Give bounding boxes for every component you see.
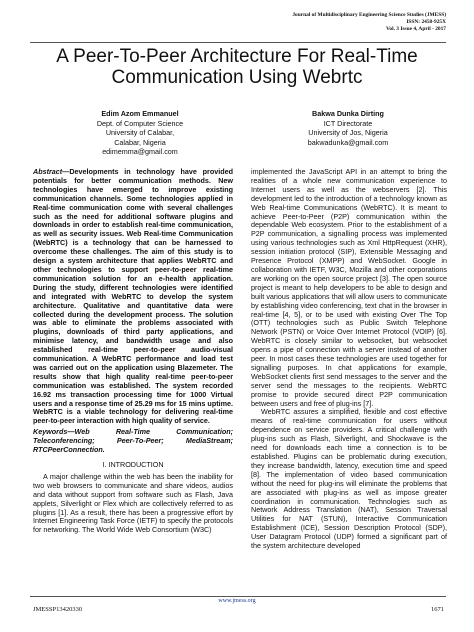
right-column	[251, 168, 447, 551]
abstract-label: Abstract	[33, 167, 63, 176]
author-dept: ICT Directorate	[323, 118, 373, 128]
journal-name: Journal of Multidisciplinary Engineering Science Studies (JMESS)	[292, 12, 446, 18]
author-email: bakwadunka@gmail.com	[307, 137, 389, 147]
journal-header	[146, 12, 446, 33]
author-email: edimemma@gmail.com	[102, 147, 178, 156]
footer-page-number: 1671	[431, 606, 444, 613]
footer-rule	[30, 596, 446, 597]
title-line-2: Communication Using Webrtc	[111, 67, 363, 88]
keywords: Keywords—Web Real-Time Communication; Teleconferencing; Peer-To-Peer; MediaStream; RTCPeerConnection.	[33, 427, 233, 455]
journal-volume: Vol. 3 Issue 4, April - 2017	[385, 26, 446, 32]
body-paragraph-1: implemented the JavaScript API in an attempt to bring the realities of a whole new communication experience to Internet users as well as the webservers [2]. This development led to the introduction of a technology known as Web Real-time Communications (WebRTC). It is meant to achieve Peer-to-Peer (P2P) communication within the dependable Web ecosystem. Prior to the establishment of a P2P communication, a signalling process was implemented using various technologies such as Xml HttpRequest (XHR), session initiation protocol (SIP), Extensible Messaging and Presence Protocol (XMPP) and WebSocket. Google in collaboration with IETF, W3C, Mozilla and other corporations are working on the open source project [3]. The open source project is meant to help developers to be able to design and built various applications that will allow users to communicate by establishing video conferencing, text chat in the browser in real-time [4, 5], or to be used with existing Over The Top (OTT) technologies such as Public Switch Telephone Network (PSTN) or Voice Over Internet Protocol (VOIP) [6]. WebRTC is closely similar to websocket, but websocket opens a pipe of connection with a server instead of another peer. In most cases these technologies are used together for signalling purposes. In chat applications for example, WebSocket clients first send messages to the server and the server send the messages to the recipients. WebRTC promise to provide secured direct P2P communication between users and free of plug-ins [7].	[251, 167, 447, 408]
footer-url-link[interactable]: www.jmess.org	[218, 598, 256, 604]
introduction-text: A major challenge within the web has been the inability for two web browsers to communicate and share videos, audios and data without support from software such as Flash, Java applets, Silverlight or Flex which are collectively referred to as plugins [1]. As a result, there has been a progressive effort by Internet Engineering Task Force (IETF) to specify the protocols for networking. The World Wide Web Consortium (W3C)	[33, 471, 233, 535]
author-name: Bakwa Dunka Dirting	[312, 109, 384, 118]
author-location: Calabar, Nigeria	[114, 137, 166, 147]
left-column	[33, 168, 233, 535]
body-paragraph-2: WebRTC assures a simplified, flexible and cost effective means of real-time communication for users without dependence on service providers. A critical challenge with plug-ins such as Flash, Silverlight, and Shockwave is the need for downloads each time a connection is to be established. Plugins can be problematic during execution, they increase bandwidth, latency, execution time and speed [8]. The implementation of video based communication without the need for plug-ins will eliminate the problems that are associated with plug-ins as well as impose greater coordination in communication. Technologies such as Network Address Translation (NAT), Session Traversal Utilities for NAT (STUN), Interactive Communication Establishment (ICE), Session Description Protocol (SDP), User Datagram Protocol (UDP) formed a significant part of the system architecture developed	[251, 407, 447, 551]
author-name: Edim Azom Emmanuel	[101, 109, 179, 118]
abstract-text: —Developments in technology have provided potentials for better communication methods. New technologies have emerged to improve existing communication channels. Some technologies applied in Real-time communication come with several challenges such as the need for additional software plugins and downloads in order to establish real-time communication, as well as security issues. Web Real-time Communication (WebRTC) is a technology that can be harnessed to overcome these challenges. The aim of this study is to design a system architecture that applies WebRTC and other technologies to support peer-to-peer real-time communication solution for an e-health application. During the study, different technologies were identified and integrated with WebRTC to develop the system architecture. Qualitative and quantitative data were collected during the development process. The solution was able to eliminate the problems associated with plugins, downloads of third party applications, and minimise latency, and bandwidth usage and also established real-time peer-to-peer audio-visual communication. A WebRTC performance and load test was carried out on the application using Blazemeter. The results show that high quality real-time peer-to-peer communication was established. The system recorded 16.92 ms transaction processing time for 1000 Virtual users and a response time of 25.29 ms for 15 mins uptime. WebRTC is a viable technology for delivering real-time peer-to-peer interaction with high quality of service.	[33, 167, 233, 426]
footer-paper-id: JMESSP13420330	[33, 606, 83, 613]
header-rule	[30, 42, 446, 43]
author-2	[268, 109, 428, 147]
title-line-1: A Peer-To-Peer Architecture For Real-Time	[56, 46, 418, 67]
author-org: University of Calabar,	[105, 128, 175, 137]
section-heading-introduction: I. INTRODUCTION	[102, 460, 164, 469]
abstract	[33, 168, 233, 426]
journal-issn: ISSN: 2458-925X	[406, 19, 446, 25]
author-1	[60, 109, 220, 157]
author-dept: Dept. of Computer Science	[96, 118, 184, 128]
author-org: University of Jos, Nigeria	[308, 128, 388, 137]
paper-title	[20, 46, 454, 88]
